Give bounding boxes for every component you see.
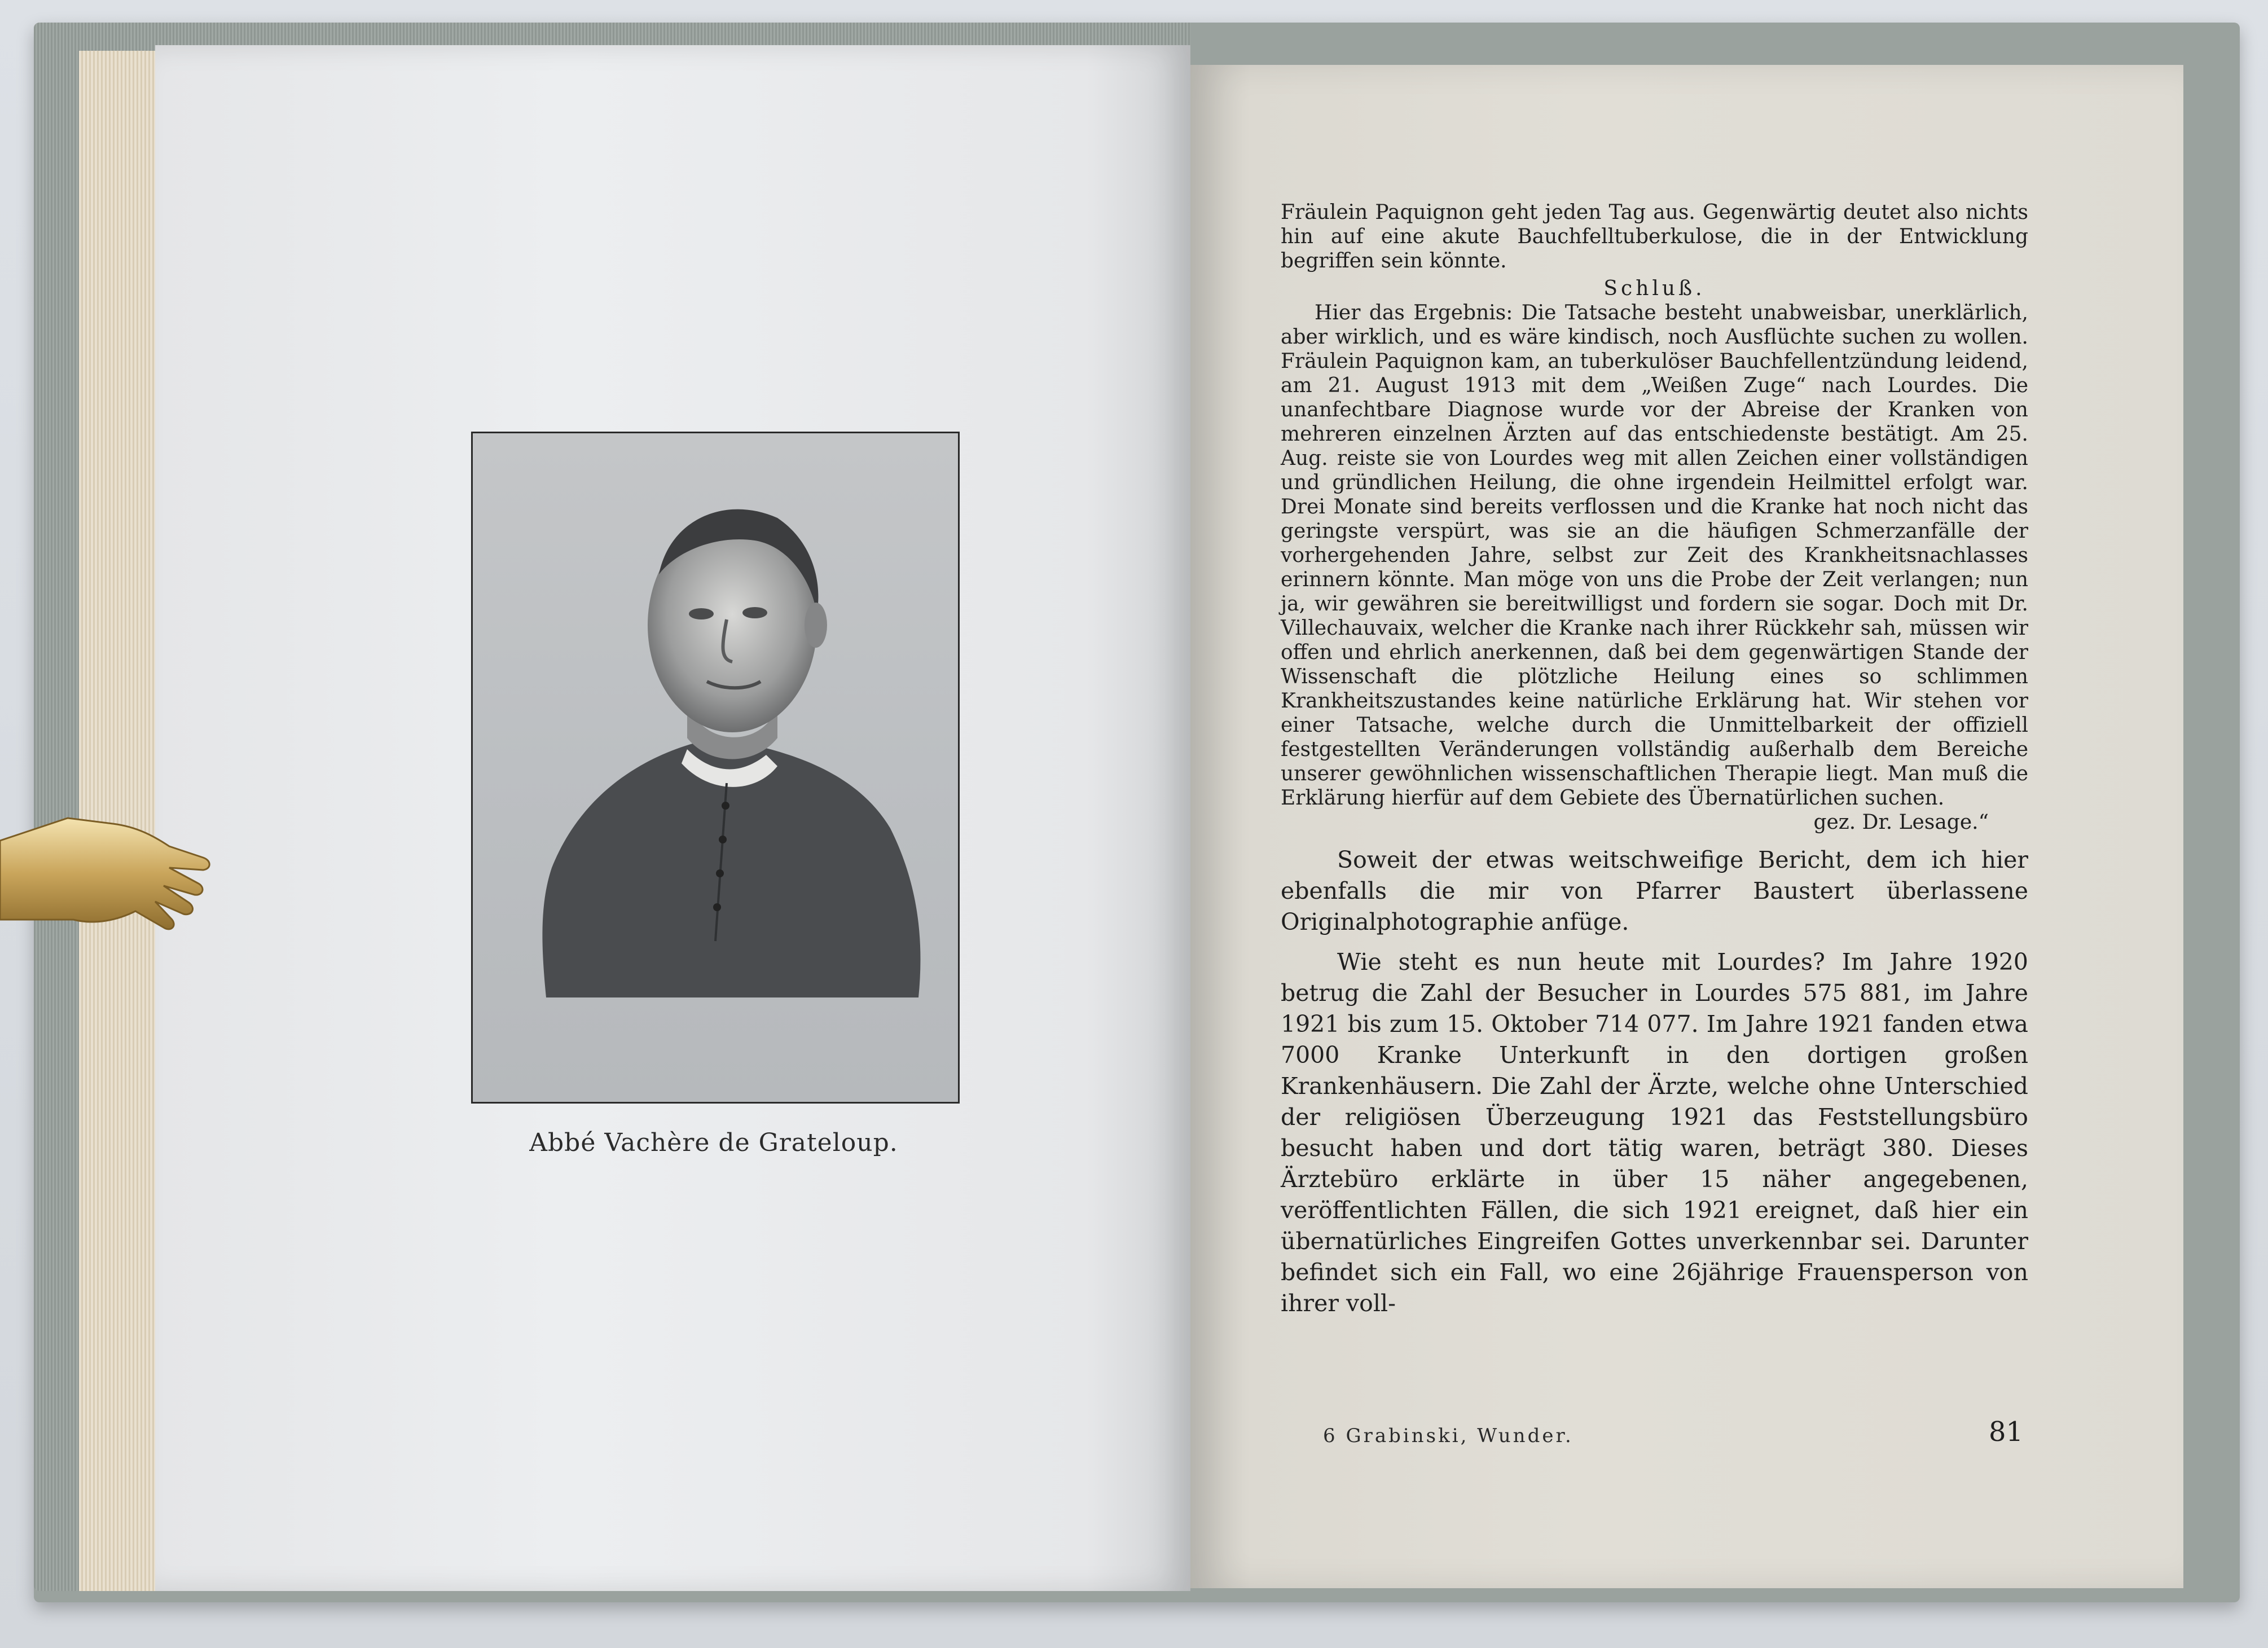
- quoted-report: [1281, 200, 2028, 834]
- right-page-text: [1281, 200, 2028, 1328]
- brass-hand-bookmark-icon: [0, 807, 214, 976]
- body-paragraph: Wie steht es nun heute mit Lourdes? Im Jahre 1920 betrug die Zahl der Besucher in Lourdes 575 881, im Jahre 1921 bis zum 15. Oktober 714 077. Im Jahre 1921 fanden etwa 7000 Kranke Unterkunft in den dortigen großen Krankenhäusern. Die Zahl der Ärzte, welche ohne Unterschied der religiösen Überzeugung 1921 das Feststellungsbüro besucht haben und dort tätig waren, beträgt 380. Dieses Ärztebüro erklärte in über 15 näher angegebenen, veröffentlichten Fällen, die sich 1921 ereignet, daß hier ein übernatürliches Eingreifen Gottes unverkennbar sei. Darunter befindet sich ein Fall, wo eine 26jährige Frauensperson von ihrer voll-: [1281, 948, 2028, 1317]
- section-heading: Schluß.: [1603, 277, 1706, 300]
- body-paragraph: Soweit der etwas weitschweifige Bericht, dem ich hier ebenfalls die mir von Pfarrer Baustert überlassene Originalphotographie anfüge.: [1281, 846, 2028, 935]
- portrait-figure-icon: [473, 433, 958, 1102]
- report-paragraph: Hier das Ergebnis: Die Tatsache besteht unabweisbar, unerklärlich, aber wirklich, und es wäre kindisch, noch Ausflüchte suchen zu wollen. Fräulein Paquignon kam, an tuberkulöser Bauchfellentzündung leidend, am 21. August 1913 mit dem „Weißen Zuge“ nach Lourdes. Die unanfechtbare Diagnose wurde vor der Abreise der Kranken von mehreren einzelnen Ärzten auf das entschiedenste bestätigt. Am 25. Aug. reiste sie von Lourdes weg mit allen Zeichen einer vollständigen und gründlichen Heilung, die ohne irgendein Heilmittel erfolgt war. Drei Monate sind bereits verflossen und die Kranke hat noch nicht das geringste verspürt, was sie an die häufigen Schmerzanfälle der vorhergehenden Jahre, selbst zur Zeit des Krankheitsnachlasses erinnern könnte. Man möge von uns die Probe der Zeit verlangen; nun ja, wir gewähren sie bereitwilligst und fordern sie sogar. Doch mit Dr. Villechauvaix, welcher die Kranke nach ihrer Rückkehr sah, müssen wir offen und ehrlich anerkennen, daß bei dem gegenwärtigen Stande der Wissenschaft die plötzliche Heilung eines so schlimmen Krankheitszustandes keine natürliche Erklärung hat. Wir stehen vor einer Tatsache, welche durch die Unmittelbarkeit der offiziell festgestellten Veränderungen vollständig außerhalb dem Bereiche unserer gewöhnlichen wissenschaftlichen Therapie liegt. Man muß die Erklärung hierfür auf dem Gebiete des Übernatürlichen suchen.: [1281, 301, 2028, 810]
- report-paragraph: Fräulein Paquignon geht jeden Tag aus. Gegenwärtig deutet also nichts hin auf eine akute Bauchfelltuberkulose, die in der Entwicklung begriffen sein könnte.: [1281, 201, 2028, 273]
- page-number: 81: [1989, 1416, 2024, 1448]
- portrait-photograph: [471, 432, 960, 1104]
- report-signature: gez. Dr. Lesage.“: [1813, 811, 1989, 834]
- portrait-caption: Abbé Vachère de Grateloup.: [529, 1128, 898, 1157]
- main-text: [1281, 845, 2028, 1319]
- footer-signature: 6 Grabinski, Wunder.: [1323, 1425, 1573, 1447]
